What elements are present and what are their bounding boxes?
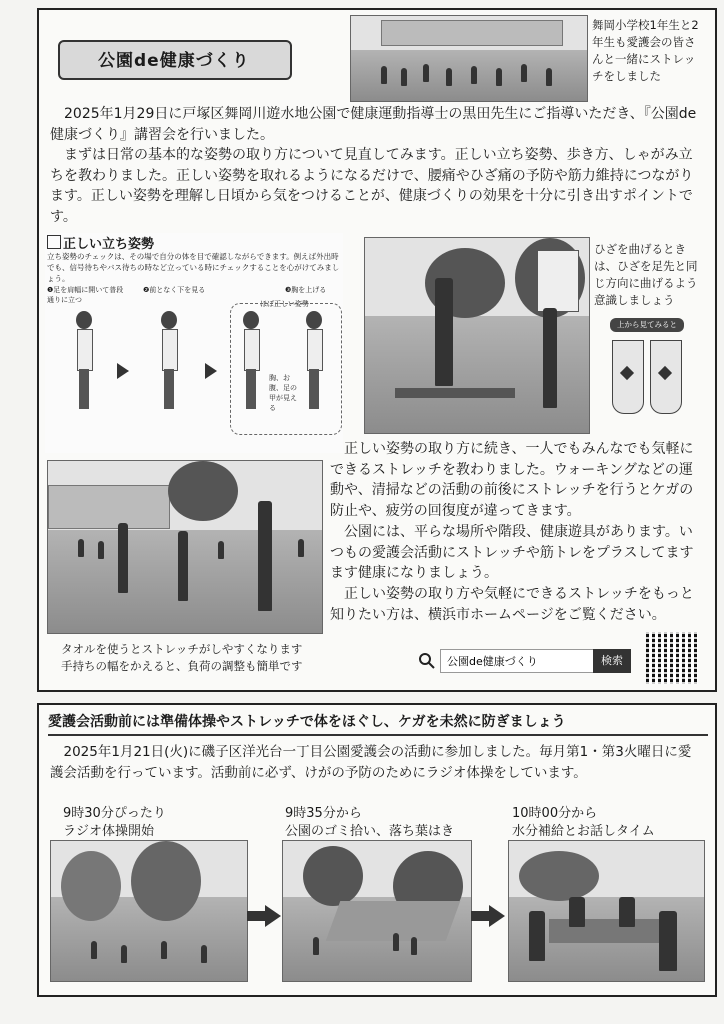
search-button[interactable]: 検索	[593, 649, 631, 673]
diagram-description: 立ち姿勢のチェックは、その場で自分の体を目で確認しながらできます。例えば外出時でも、信号待ちやバス待ちの時など立っている時にチェックすることを心がけてみましょう。	[47, 252, 340, 283]
photo-bench-posture	[364, 237, 590, 434]
figure-3	[237, 311, 265, 411]
bottom-heading: 愛護会活動前には準備体操やストレッチで体をほぐし、ケガを未然に防ぎましょう	[48, 712, 708, 736]
diagram-heading: 正しい立ち姿勢	[63, 237, 155, 252]
step3-time: 10時00分から	[512, 806, 598, 821]
posture-diagram	[45, 233, 343, 453]
step2-time: 9時35分から	[285, 806, 362, 821]
park-paragraph: 公園には、平らな場所や階段、健康遊具があります。いつもの愛護会活動にストレッチや筋トレをプラスしてますます健康になりましょう。	[330, 524, 694, 581]
posture-paragraph: まずは日常の基本的な姿勢の取り方について見直してみます。正しい立ち姿勢、歩き方、しゃがみ立ちを教わりました。正しい姿勢を取れるようになるだけで、腰痛やひざ痛の予防や筋力維持につながります。正しい姿勢を理解し日頃から気をつけることが、健康づくりの効果を十分に引き出すポイントです。	[50, 147, 694, 225]
photo-water-break	[508, 840, 705, 982]
arrow-icon	[205, 363, 217, 379]
knee-diagram-label: 上から見てみると	[610, 318, 684, 332]
search-icon	[418, 652, 436, 670]
knee-diagram	[608, 318, 686, 418]
figure-1	[70, 311, 98, 411]
step1-time: 9時30分ぴったり	[63, 806, 166, 821]
arrow-right-icon	[471, 905, 505, 927]
more-info-paragraph: 正しい姿勢の取り方や気軽にできるストレッチをもっと知りたい方は、横浜市ホームページをご覧ください。	[330, 586, 694, 623]
photo-radio-exercise	[50, 840, 248, 982]
qr-code-icon[interactable]	[646, 632, 698, 684]
arrow-icon	[117, 363, 129, 379]
towel-caption-1: タオルを使うとストレッチがしやすくなります	[61, 642, 303, 656]
check-icon	[47, 235, 61, 249]
step1-desc: ラジオ体操開始	[63, 824, 155, 839]
stretch-paragraph: 正しい姿勢の取り方に続き、一人でもみんなでも気軽にできるストレッチを教わりました。ウォーキングなどの運動や、清掃などの活動の前後にストレッチを行うとケガの防止や、疲労の回復度が違ってきます。	[330, 441, 694, 519]
step3-desc: 水分補給とお話しタイム	[512, 824, 655, 839]
figure-2	[155, 311, 183, 411]
bottom-paragraph: 2025年1月21日(火)に磯子区洋光台一丁目公園愛護会の活動に参加しました。毎月第1・第3火曜日に愛護会活動を行っています。活動前に必ず、けがの予防のためにラジオ体操をしています。	[50, 744, 692, 781]
search-input[interactable]	[440, 649, 594, 673]
arrow-right-icon	[247, 905, 281, 927]
step2-desc: 公園のゴミ拾い、落ち葉はき	[285, 824, 455, 839]
article-title-banner	[58, 34, 288, 82]
towel-caption-2: 手持ちの幅をかえると、負荷の調整も簡単です	[61, 659, 303, 673]
photo-students-stretching	[350, 15, 588, 102]
photo-litter-pickup	[282, 840, 472, 982]
step1-label: ❶足を肩幅に開いて普段通りに立つ	[47, 286, 124, 304]
step2-label: ❷前となく下を見る	[143, 286, 206, 294]
good-posture-label: ほぼ正しい姿勢	[260, 300, 309, 308]
search-box	[418, 649, 630, 673]
figure-4	[300, 311, 328, 411]
article-title: 公園de健康づくり	[98, 51, 250, 71]
knee-caption: ひざを曲げるときは、ひざを足先と同じ方向に曲げるよう意識しましょう	[594, 242, 698, 307]
photo-towel-stretching	[47, 460, 323, 634]
photo-caption-students: 舞岡小学校1年生と2年生も愛護会の皆さんと一緒にストレッチをしました	[592, 18, 699, 83]
intro-paragraph: 2025年1月29日に戸塚区舞岡川遊水地公園で健康運動指導士の黒田先生にご指導いただき、『公園de健康づくり』講習会を行いました。	[50, 106, 697, 143]
view-note: 胸、お腹、足の甲が見える	[269, 374, 297, 412]
step3-label: ❸胸を上げる	[285, 286, 327, 294]
